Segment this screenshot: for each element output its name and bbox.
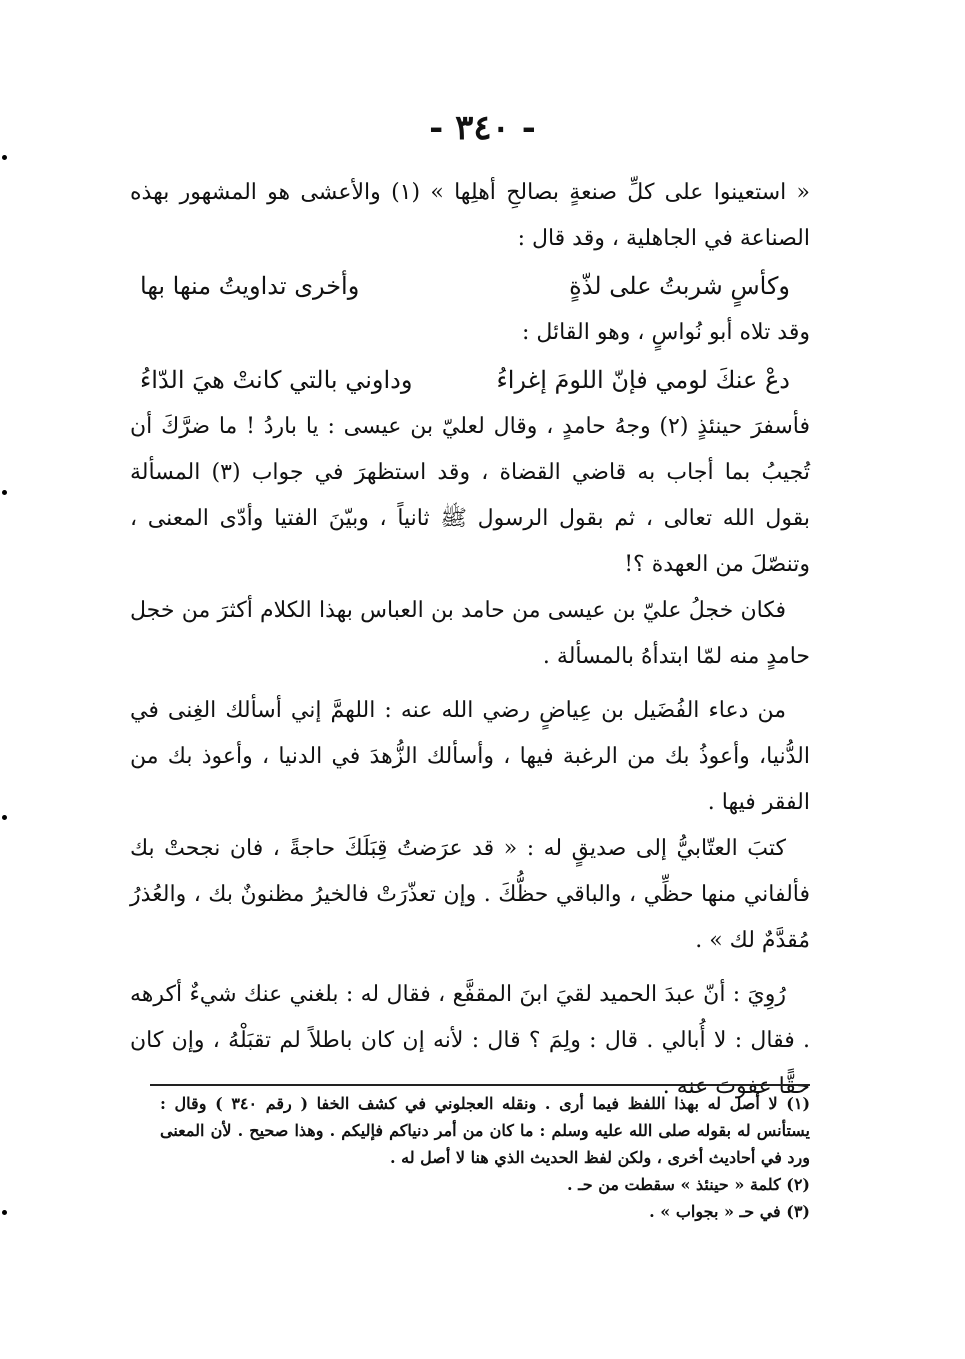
paragraph-2: وقد تلاه أبو نُواسٍ ، وهو القائل : xyxy=(521,320,810,345)
footnotes xyxy=(160,1090,810,1225)
verse-2-second-hemistich: وداوني بالتي كانتْ هيَ الدّاءُ xyxy=(140,366,413,394)
verse-1-first-hemistich: وكأسٍ شربتُ على لذّةٍ xyxy=(569,272,790,300)
footnote-divider xyxy=(150,1084,810,1086)
verse-2-first-hemistich: دعْ عنكَ لومي فإنّ اللومَ إغراءُ xyxy=(496,366,790,394)
paragraph-4: فكان خجلُ عليّ بن عيسى من حامد بن العباس بهذا الكلام أكثرَ من خجل حامدٍ منه لمّا ابتدأهُ بالمسألة . xyxy=(130,598,810,669)
page-number: - ٣٤٠ - xyxy=(429,108,536,148)
verse-1 xyxy=(130,262,810,310)
paragraph-6: كتبَ العتّابيُّ إلى صديقٍ له : « قد عرَضتُ قِبَلَكَ حاجةً ، فان نجحتْ بك فألفاني منها حظِّي ، والباقي حظُّكَ . وإن تعذّرَتْ فالخيرُ مظنونٌ بك ، والعُذرُ مُقدَّمٌ لك » . xyxy=(130,836,810,953)
verse-1-second-hemistich: وأخرى تداويتُ منها بها xyxy=(140,272,360,300)
main-text xyxy=(130,170,810,1110)
scan-edge-mark xyxy=(2,1210,7,1215)
paragraph-5: من دعاء الفُضَيل بن عِياضٍ رضي الله عنه : اللهمَّ إني أسألك الغِنى في الدُّنيا، وأعوذُ بك من الرغبة فيها ، وأسألك الزُّهدَ في الدنيا ، وأعوذ بك من الفقر فيها . xyxy=(130,698,810,815)
footnote-3: (٣) في حـ « بجواب » . xyxy=(649,1202,810,1221)
scan-edge-mark xyxy=(2,815,7,820)
footnote-1: (١) لا أصل له بهذا اللفظ فيما أرى . ونقله العجلوني في كشف الخفا ( رقم ٣٤٠ ) وقال : يستأنس له بقوله صلى الله عليه وسلم : ما كان من أمر دنياكم فإليكم . وهذا صحيح . لأن المعنى ورد في أحاديث أخرى ، ولكن لفظ الحديث الذي هنا لا أصل له . xyxy=(160,1094,811,1167)
paragraph-7: رُوِيَ : أنّ عبدَ الحميد لقيَ ابنَ المقفَّع ، فقال له : بلغني عنك شيءٌ أكرهه . فقال : لا أُبالي . قال : ولِمَ ؟ قال : لأنه إن كان باطلاً لم تقبَلْهُ ، وإن كان حقًّا عفوتَ عنه . xyxy=(130,982,810,1099)
verse-2 xyxy=(130,356,810,404)
footnote-2: (٢) كلمة « حينئذ » سقطت من حـ . xyxy=(566,1175,810,1194)
paragraph-1: « استعينوا على كلِّ صنعةٍ بصالحِ أهلِها » (١) والأعشى هو المشهور بهذه الصناعة في الجاهلية ، وقد قال : xyxy=(130,180,810,251)
scan-edge-mark xyxy=(2,155,7,160)
scan-edge-mark xyxy=(2,490,7,495)
paragraph-3: فأسفرَ حينئذٍ (٢) وجهُ حامدٍ ، وقال لعليّ بن عيسى : يا باردُ ! ما ضرَّكَ أن تُجيبُ بما أجاب به قاضي القضاة ، وقد استظهرَ في جواب (٣) المسألة بقول الله تعالى ، ثم بقول الرسول ﷺ ثانياً ، وبيّنَ الفتيا وأدّى المعنى ، وتنصّلَ من العهدة ؟! xyxy=(130,414,811,577)
